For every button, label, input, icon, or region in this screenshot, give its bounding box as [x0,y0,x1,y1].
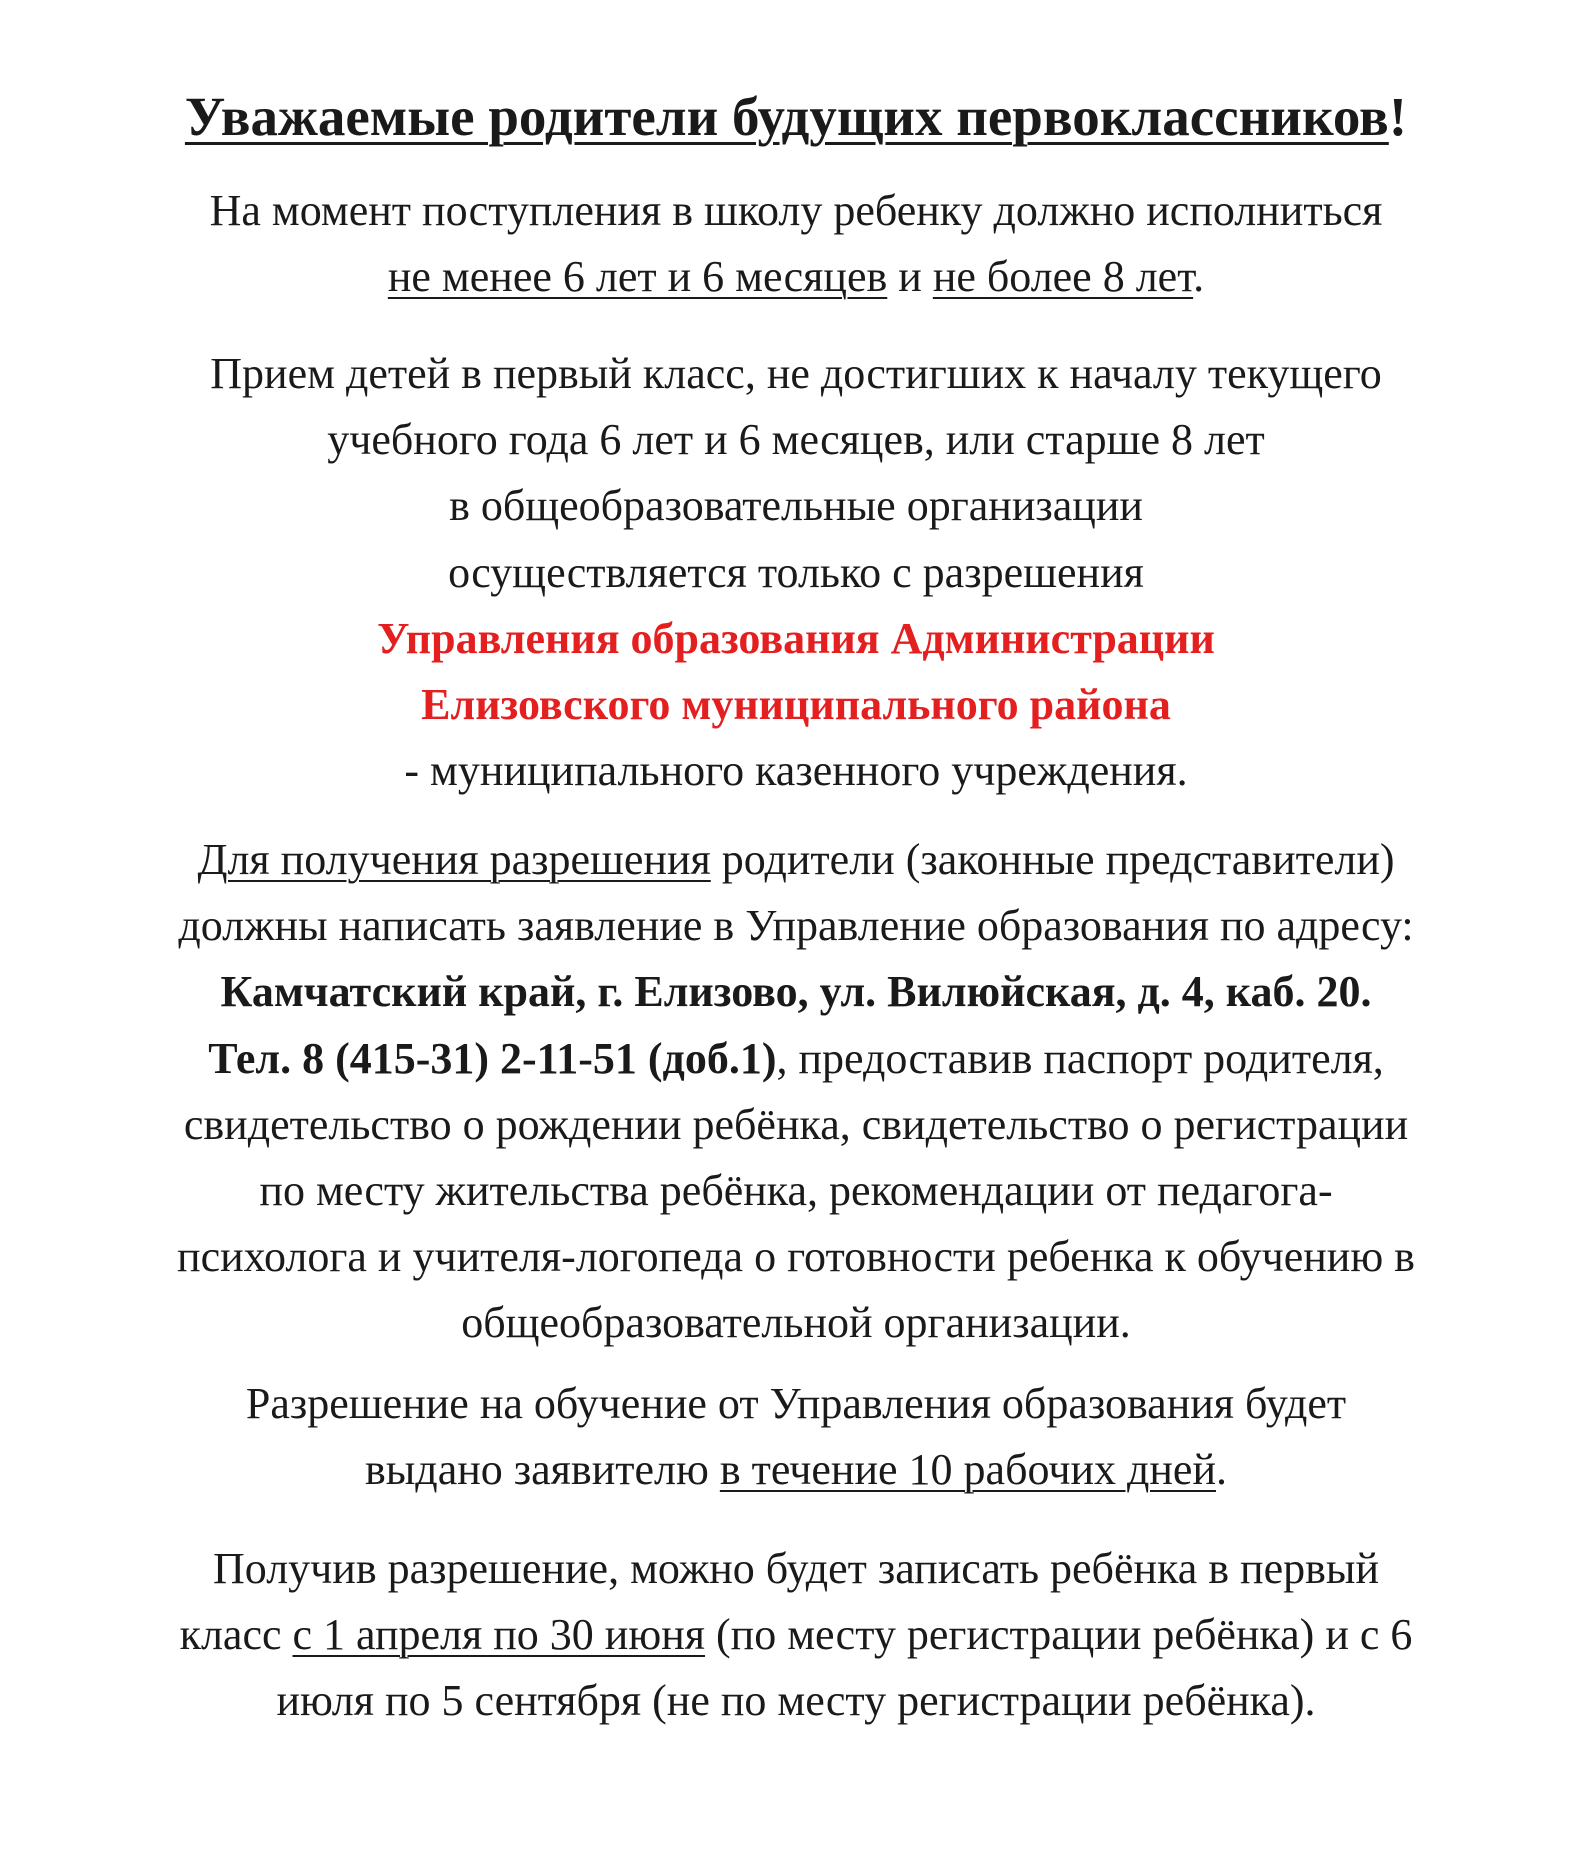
age-conjunction: и [887,252,933,302]
age-period: . [1193,252,1205,302]
admission-line-1: Прием детей в первый класс, не достигших к началу текущего [210,349,1382,398]
procedure-line-1 [40,827,1552,893]
application-procedure-paragraph [40,827,1552,1357]
min-age-text: не менее 6 лет и 6 месяцев [387,252,888,302]
education-department-name-line-1: Управления образования Администрации [377,613,1215,663]
education-department-name-line-2: Елизовского муниципального района [421,680,1171,730]
permission-timing-paragraph [40,1371,1552,1503]
enrollment-dates-text: с 1 апреля по 30 июня [292,1610,705,1660]
enrollment-dates-paragraph [40,1536,1552,1735]
office-phone: Тел. 8 (415-31) 2-11-51 (доб.1) [208,1033,777,1083]
title-exclamation: ! [1388,86,1408,147]
procedure-line-8: общеобразовательной организации. [461,1298,1131,1348]
procedure-line-6: по месту жительства ребёнка, рекомендации от педагога- [259,1166,1333,1216]
age-line-1: На момент поступления в школу ребенку должно исполниться [209,186,1383,235]
age-requirement-paragraph [40,178,1552,310]
enrollment-line-2 [40,1602,1552,1668]
procedure-line-5: свидетельство о рождении ребёнка, свидетельство о регистрации [183,1099,1409,1149]
procedure-line-2: должны написать заявление в Управление образования по адресу: [178,901,1414,951]
admission-line-4: осуществляется только с разрешения [448,547,1144,597]
procedure-line-4-rest: , предоставив паспорт родителя, [776,1033,1384,1083]
admission-line-2: учебного года 6 лет и 6 месяцев, или старше 8 лет [327,415,1265,465]
enrollment-line-2-pre: класс [179,1610,293,1660]
procedure-line-1-rest: родители (законные представители) [710,835,1395,884]
timing-line-1: Разрешение на обучение от Управления образования будет [245,1379,1347,1428]
age-line-2 [40,244,1552,310]
page-title [0,82,1592,152]
office-address: Камчатский край, г. Елизово, ул. Вилюйская, д. 4, каб. 20. [220,967,1372,1017]
timing-period-end: . [1216,1445,1228,1495]
procedure-line-4 [40,1026,1552,1092]
admission-permission-paragraph [40,341,1552,804]
title-main: Уважаемые родители будущих первоклассников [184,86,1389,147]
enrollment-line-1: Получив разрешение, можно будет записать ребёнка в первый [213,1544,1379,1593]
admission-line-7: - муниципального казенного учреждения. [404,746,1188,796]
timing-line-2-pre: выдано заявителю [364,1445,720,1495]
enrollment-line-2-rest: (по месту регистрации ребёнка) и с 6 [705,1610,1413,1660]
procedure-heading-text: Для получения разрешения [197,835,711,884]
timing-period-text: в течение 10 рабочих дней [719,1445,1217,1495]
enrollment-line-3: июля по 5 сентября (не по месту регистрации ребёнка). [276,1676,1316,1726]
timing-line-2 [40,1437,1552,1503]
max-age-text: не более 8 лет [932,252,1194,302]
procedure-line-7: психолога и учителя-логопеда о готовности ребенка к обучению в [177,1232,1415,1282]
admission-line-3: в общеобразовательные организации [449,481,1143,531]
